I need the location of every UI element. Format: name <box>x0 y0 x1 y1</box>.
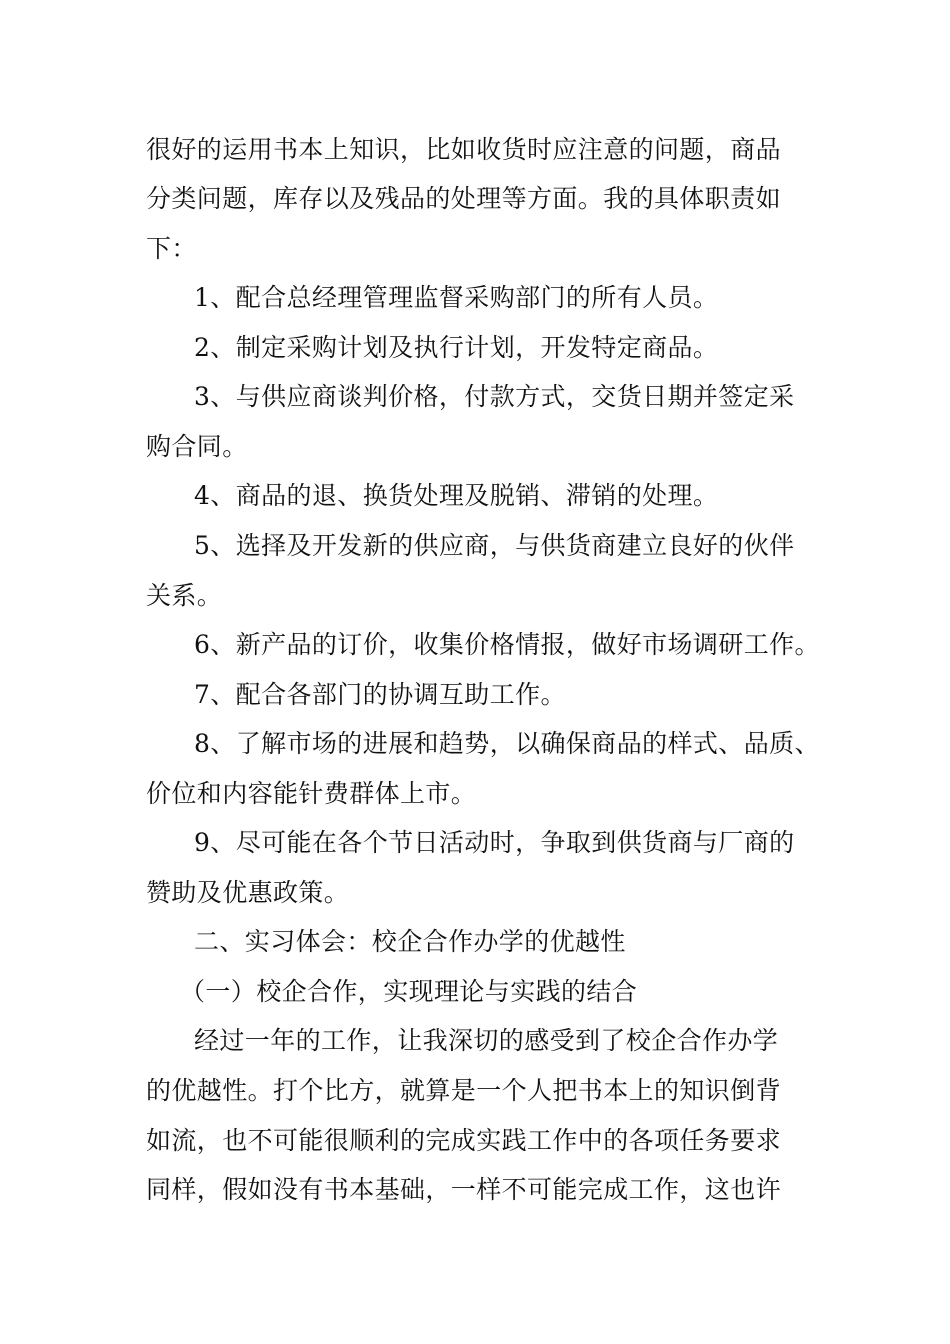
list-item: 9、尽可能在各个节日活动时，争取到供货商与厂商的 <box>194 828 795 857</box>
list-item: 5、选择及开发新的供应商，与供货商建立良好的伙伴 <box>194 531 795 560</box>
list-item: 1、配合总经理管理监督采购部门的所有人员。 <box>194 283 719 312</box>
section-heading: 二、实习体会：校企合作办学的优越性 <box>194 927 626 956</box>
text-line: 下： <box>146 234 197 263</box>
text-line: 分类问题，库存以及残品的处理等方面。我的具体职责如 <box>146 184 782 213</box>
paragraph-line: 同样，假如没有书本基础，一样不可能完成工作，这也许 <box>146 1175 782 1204</box>
paragraph-line: 经过一年的工作，让我深切的感受到了校企合作办学 <box>194 1026 779 1055</box>
text-line: 价位和内容能针费群体上市。 <box>146 779 477 808</box>
paragraph-line: 的优越性。打个比方，就算是一个人把书本上的知识倒背 <box>146 1076 782 1105</box>
list-item: 8、了解市场的进展和趋势，以确保商品的样式、品质、 <box>194 729 820 758</box>
text-line: 赞助及优惠政策。 <box>146 878 350 907</box>
list-item: 6、新产品的订价，收集价格情报，做好市场调研工作。 <box>194 630 820 659</box>
text-line: 购合同。 <box>146 432 248 461</box>
paragraph-line: 如流，也不可能很顺利的完成实践工作中的各项任务要求 <box>146 1126 782 1155</box>
text-line: 很好的运用书本上知识，比如收货时应注意的问题，商品 <box>146 135 782 164</box>
list-item: 2、制定采购计划及执行计划，开发特定商品。 <box>194 333 719 362</box>
list-item: 4、商品的退、换货处理及脱销、滞销的处理。 <box>194 481 719 510</box>
subsection-heading: （一）校企合作，实现理论与实践的结合 <box>180 977 638 1006</box>
text-line: 关系。 <box>146 581 223 610</box>
list-item: 7、配合各部门的协调互助工作。 <box>194 680 566 709</box>
list-item: 3、与供应商谈判价格，付款方式，交货日期并签定采 <box>194 382 795 411</box>
